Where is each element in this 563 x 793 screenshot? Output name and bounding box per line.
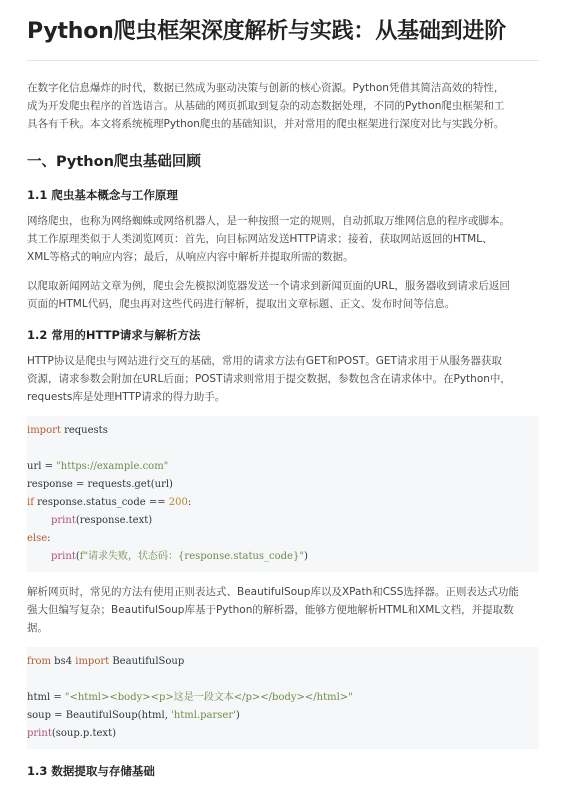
subsection-heading-1-1: 1.1 爬虫基本概念与工作原理 (27, 188, 178, 202)
code-number: 200 (168, 497, 188, 508)
paragraph-line: 资源，请求参数会附加在URL后面；POST请求则常用于提交数据，参数包含在请求体中。在Python中， (27, 373, 511, 385)
code-block-requests (27, 416, 539, 572)
code-text: bs4 (50, 656, 76, 667)
code-text: soup = BeautifulSoup(html, (27, 710, 172, 721)
code-line (27, 458, 539, 476)
code-keyword: import (27, 425, 61, 436)
code-line (27, 689, 539, 707)
code-builtin: print (51, 551, 76, 562)
paragraph-line: 强大但编写复杂；BeautifulSoup库基于Python的解析器，能够方便地解析HTML和XML文档，并提取数 (27, 604, 514, 616)
code-string: "<html><body><p>这是一段文本</p></body></html>" (64, 692, 353, 703)
code-line (27, 476, 539, 494)
code-line (27, 725, 539, 743)
subsection-heading-1-3: 1.3 数据提取与存储基础 (27, 764, 155, 778)
code-string: "https://example.com" (56, 461, 169, 472)
intro-paragraph (27, 79, 539, 133)
code-text: response.status_code == (33, 497, 169, 508)
article (0, 16, 563, 780)
code-text: html = (27, 692, 65, 703)
code-builtin: print (27, 728, 52, 739)
paragraph-line: 解析网页时，常见的方法有使用正则表达式、BeautifulSoup库以及XPath和CSS选择器。正则表达式功能 (27, 586, 519, 598)
paragraph-1-1-a (27, 212, 539, 266)
paragraph-line: XML等格式的响应内容；最后，从响应内容中解析并提取所需的数据。 (27, 251, 354, 263)
code-text: : (47, 533, 51, 544)
paragraph-line: 网络爬虫，也称为网络蜘蛛或网络机器人，是一种按照一定的规则，自动抓取万维网信息的程序或脚本。 (27, 215, 510, 227)
code-text: response = requests.get(url) (27, 479, 173, 490)
paragraph-line: 据。 (27, 622, 48, 634)
code-line (27, 530, 539, 548)
subsection-heading-1-2: 1.2 常用的HTTP请求与解析方法 (27, 328, 201, 342)
code-builtin: print (51, 515, 76, 526)
code-text: (response.text) (75, 515, 153, 526)
section-heading-1: 一、Python爬虫基础回顾 (27, 154, 201, 170)
intro-line: 具各有千秋。本文将系统梳理Python爬虫的基础知识，并对常用的爬虫框架进行深度对比与实践分析。 (27, 118, 505, 130)
code-text: : (187, 497, 192, 508)
code-line (27, 707, 539, 725)
code-keyword: if (27, 497, 34, 508)
code-line (27, 548, 539, 566)
code-text: BeautifulSoup (109, 656, 185, 667)
code-text: requests (60, 425, 108, 436)
title-divider (27, 60, 539, 61)
code-line (27, 653, 539, 671)
code-blank-line (27, 671, 539, 689)
paragraph-line: 以爬取新闻网站文章为例，爬虫会先模拟浏览器发送一个请求到新闻页面的URL，服务器收到请求后返回 (27, 280, 510, 292)
code-blank-line (27, 440, 539, 458)
code-string: 'html.parser' (171, 710, 236, 721)
paragraph-1-2-a (27, 352, 539, 406)
code-text: ) (235, 710, 240, 721)
code-keyword: import (75, 656, 110, 667)
intro-line: 成为开发爬虫程序的首选语言。从基础的网页抓取到复杂的动态数据处理，不同的Python爬虫框架和工 (27, 100, 505, 112)
page-title: Python爬虫框架深度解析与实践：从基础到进阶 (27, 19, 507, 44)
code-keyword: else (27, 533, 48, 544)
paragraph-line: HTTP协议是爬虫与网站进行交互的基础，常用的请求方法有GET和POST。GET请求用于从服务器获取 (27, 355, 502, 367)
code-block-beautifulsoup (27, 647, 539, 749)
paragraph-line: 页面的HTML代码，爬虫再对这些代码进行解析，提取出文章标题、正文、发布时间等信息。 (27, 298, 456, 310)
paragraph-line: 其工作原理类似于人类浏览网页：首先，向目标网站发送HTTP请求；接着，获取网站返回的HTML、 (27, 233, 493, 245)
code-line (27, 512, 539, 530)
code-text: (soup.p.text) (51, 728, 116, 739)
intro-line: 在数字化信息爆炸的时代，数据已然成为驱动决策与创新的核心资源。Python凭借其简洁高效的特性， (27, 82, 505, 94)
code-text: ( (75, 551, 80, 562)
code-text: url = (27, 461, 57, 472)
paragraph-1-2-b (27, 583, 539, 637)
paragraph-line: requests库是处理HTTP请求的得力助手。 (27, 391, 226, 403)
code-text: ) (303, 551, 308, 562)
code-keyword: from (27, 656, 51, 667)
code-line (27, 494, 539, 512)
code-line (27, 422, 539, 440)
code-string: f"请求失败，状态码：{response.status_code}" (79, 551, 304, 562)
paragraph-1-1-b (27, 277, 539, 313)
